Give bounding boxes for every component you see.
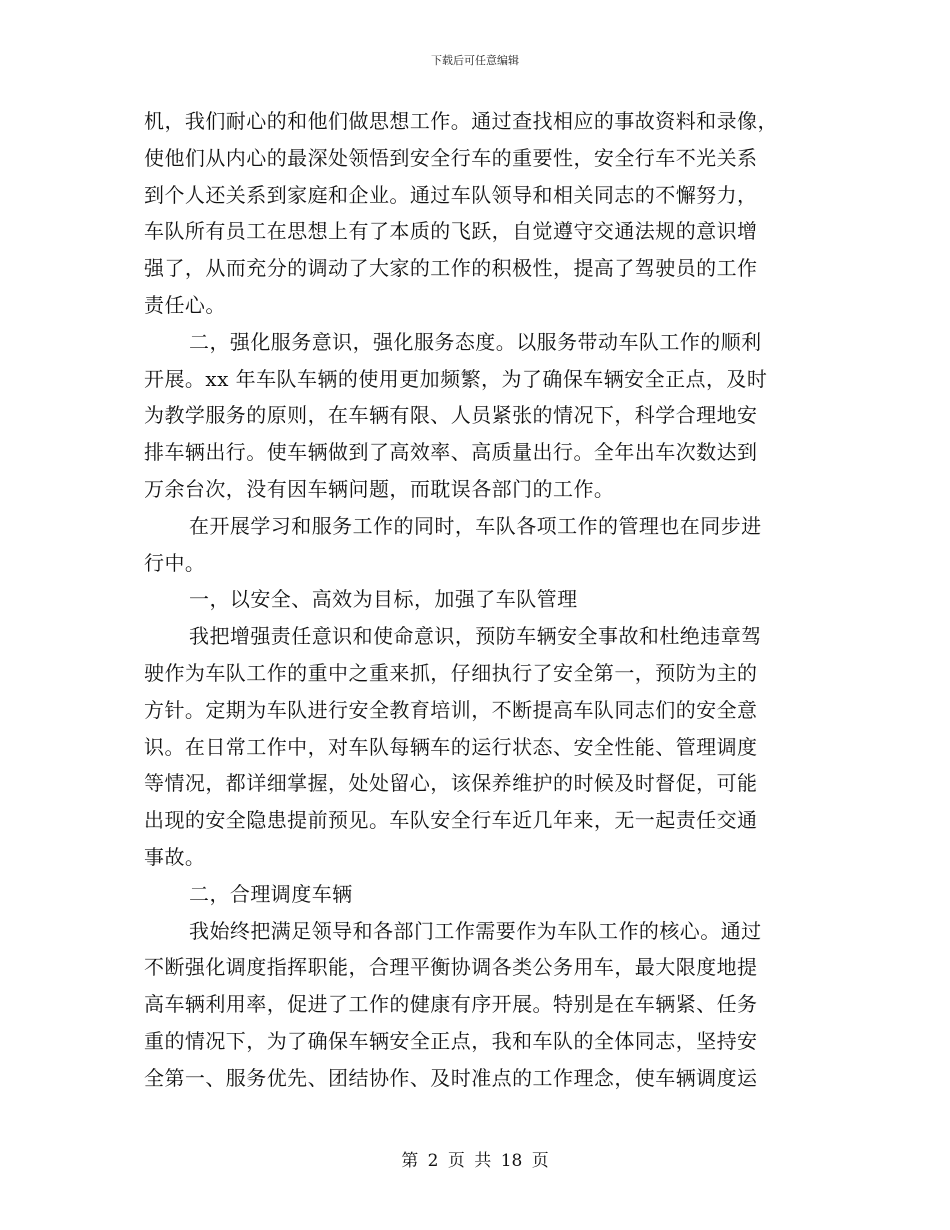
text-line: 车队所有员工在思想上有了本质的飞跃，自觉遵守交通法规的意识增 [144,219,758,244]
text-line: 强了，从而充分的调动了大家的工作的积极性，提高了驾驶员的工作 [144,256,758,281]
text-line: 行中。 [144,550,206,575]
text-line: 重的情况下，为了确保车辆安全正点，我和车队的全体同志，坚持安 [144,1028,758,1053]
text-line: 我始终把满足领导和各部门工作需要作为车队工作的核心。通过 [189,918,762,943]
document-body [144,103,804,1097]
text-line: 排车辆出行。使车辆做到了高效率、高质量出行。全年出车次数达到 [144,440,758,465]
text-line: 事故。 [144,844,206,869]
text-line: 识。在日常工作中，对车队每辆车的运行状态、安全性能、管理调度 [144,734,758,759]
text-line: 等情况，都详细掌握，处处留心，该保养维护的时候及时督促，可能 [144,771,758,796]
text-line: 不断强化调度指挥职能，合理平衡协调各类公务用车，最大限度地提 [144,955,758,980]
text-line: 高车辆利用率，促进了工作的健康有序开展。特别是在车辆紧、任务 [144,992,758,1017]
text-line: 使他们从内心的最深处领悟到安全行车的重要性，安全行车不光关系 [144,145,758,170]
text-line: 为教学服务的原则，在车辆有限、人员紧张的情况下，科学合理地安 [144,403,758,428]
text-line: 责任心。 [144,292,226,317]
text-line: 二，合理调度车辆 [189,881,353,906]
text-line: 到个人还关系到家庭和企业。通过车队领导和相关同志的不懈努力， [144,182,758,207]
text-line: 开展。xx 年车队车辆的使用更加频繁，为了确保车辆安全正点，及时 [144,366,768,391]
text-line: 一，以安全、高效为目标，加强了车队管理 [189,587,578,612]
text-line: 机，我们耐心的和他们做思想工作。通过查找相应的事故资料和录像， [144,109,778,133]
text-line: 二，强化服务意识，强化服务态度。以服务带动车队工作的顺利 [189,329,762,354]
page-header: 下载后可任意编辑 [431,54,519,67]
text-line: 万余台次，没有因车辆问题，而耽误各部门的工作。 [144,476,615,501]
text-line: 出现的安全隐患提前预见。车队安全行车近几年来，无一起责任交通 [144,808,758,833]
page-footer: 第 2 页 共 18 页 [401,1151,549,1171]
text-line: 在开展学习和服务工作的同时，车队各项工作的管理也在同步进 [189,513,762,538]
text-line: 驶作为车队工作的重中之重来抓，仔细执行了安全第一，预防为主的 [144,660,758,685]
text-line: 全第一、服务优先、团结协作、及时准点的工作理念，使车辆调度运 [144,1065,758,1090]
text-line: 方针。定期为车队进行安全教育培训，不断提高车队同志们的安全意 [144,697,758,722]
text-line: 我把增强责任意识和使命意识，预防车辆安全事故和杜绝违章驾 [189,624,762,649]
